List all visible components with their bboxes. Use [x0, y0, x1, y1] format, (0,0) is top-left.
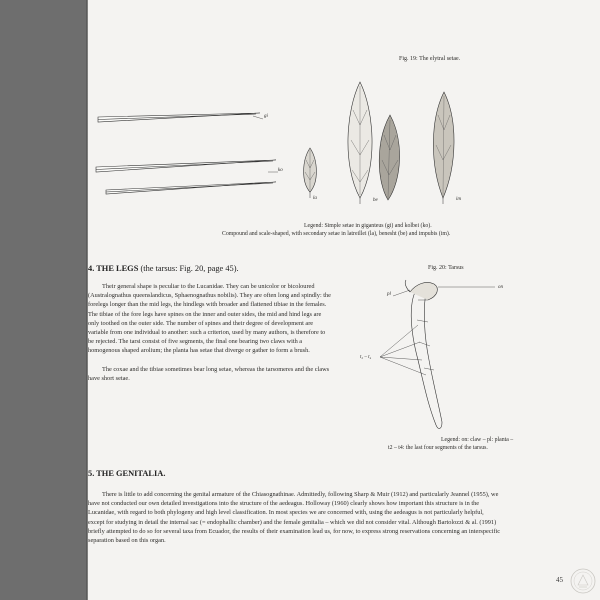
- seta-la: [304, 148, 317, 198]
- label-pl: pl: [387, 292, 391, 297]
- fig20-caption: Fig. 20: Tarsus: [428, 265, 464, 271]
- label-la: la: [313, 196, 317, 201]
- legs-heading-text: 4. THE LEGS: [88, 264, 139, 273]
- fig20-legend-line1: Legend: on: claw – pl: planta –: [441, 437, 514, 443]
- legs-paragraph-2: The coxae and the tibiae sometimes bear long setae, whereas the tarsomeres and the claws have short setae.: [88, 365, 330, 382]
- fig19-caption: Fig. 19: The elytral setae.: [399, 56, 461, 62]
- fig20-legend-line2: t2 – t4: the last four segments of the tarsus.: [388, 445, 488, 451]
- genitalia-paragraph: There is little to add concerning the genital armature of the Chiasognathinae. Admittedly, following Sharp & Muir (1912) and particularly Jeannel (1955), we have not conducted our own detailed investigations into the structure of the aedeagus. Holloway (1960) clearly shows how important this structure is in the Lucanidae, with regard to both phylogeny and high level classification. In most species we are concerned with, using the aedeagus is not particularly helpful, except for studying in detail the internal sac (= endophallic chamber) and the female genitalia – which we did not consider vital. Although Bartolozzi & al. (1991) briefly attempted to do so for several taxa from Ecuador, the results of their examination lead us, for now, to express strong reservations concerning an interspecific separation based on this organ.: [88, 491, 500, 545]
- fig19-legend-line2: Compound and scale-shaped, with secondary setae in latreillei (la), benesht (be) and impubis (im).: [222, 231, 451, 237]
- section-legs-heading: [88, 264, 239, 274]
- fig19-legend-line1: Legend: Simple setae in giganteus (gi) and kolbei (ko).: [304, 223, 432, 229]
- fig20-tarsus-drawing: [380, 280, 495, 428]
- label-im: im: [456, 197, 461, 202]
- book-page: [88, 0, 600, 600]
- seta-im: [433, 92, 454, 204]
- library-seal-icon: [570, 568, 596, 594]
- legs-body: [88, 282, 332, 383]
- seta-be: [348, 82, 372, 204]
- section-genitalia-heading: 5. THE GENITALIA.: [88, 469, 166, 478]
- legs-paragraph-1: Their general shape is peculiar to the Lucanidae. They can be unicolor or bicoloured (Australognathus queenslandicus, Sphaenognathus nobilis). They are often long and spindly: the forelegs longer than the mid legs, the hindlegs with broader and flattened tibiae in the females. The tibiae of the fore legs have spines on the inner and outer sides, the mid and hind legs are only toothed on the outer side. The number of spines and their degree of development are variable from one individual to another: such a criterion, used by many authors, is therefore to be rejected. The tarsi consist of five segments, the final one bearing two claws with a homogenous shaped arolium; the planta has setae that diverge or gather to form a brush.: [88, 283, 331, 355]
- seta-compound: [379, 115, 399, 200]
- fig19-drawing: [96, 82, 454, 204]
- label-on: on: [498, 285, 503, 290]
- genitalia-body: [88, 490, 500, 545]
- seta-gi: [98, 113, 263, 122]
- label-t2-t4: t₂ – t₄: [360, 355, 372, 360]
- label-ko: ko: [278, 168, 283, 173]
- page-number: 45: [556, 576, 563, 584]
- seta-ko: [96, 160, 278, 194]
- label-gi: gi: [264, 114, 268, 119]
- label-be: be: [373, 198, 378, 203]
- legs-heading-sub: (the tarsus: Fig. 20, page 45).: [138, 264, 239, 273]
